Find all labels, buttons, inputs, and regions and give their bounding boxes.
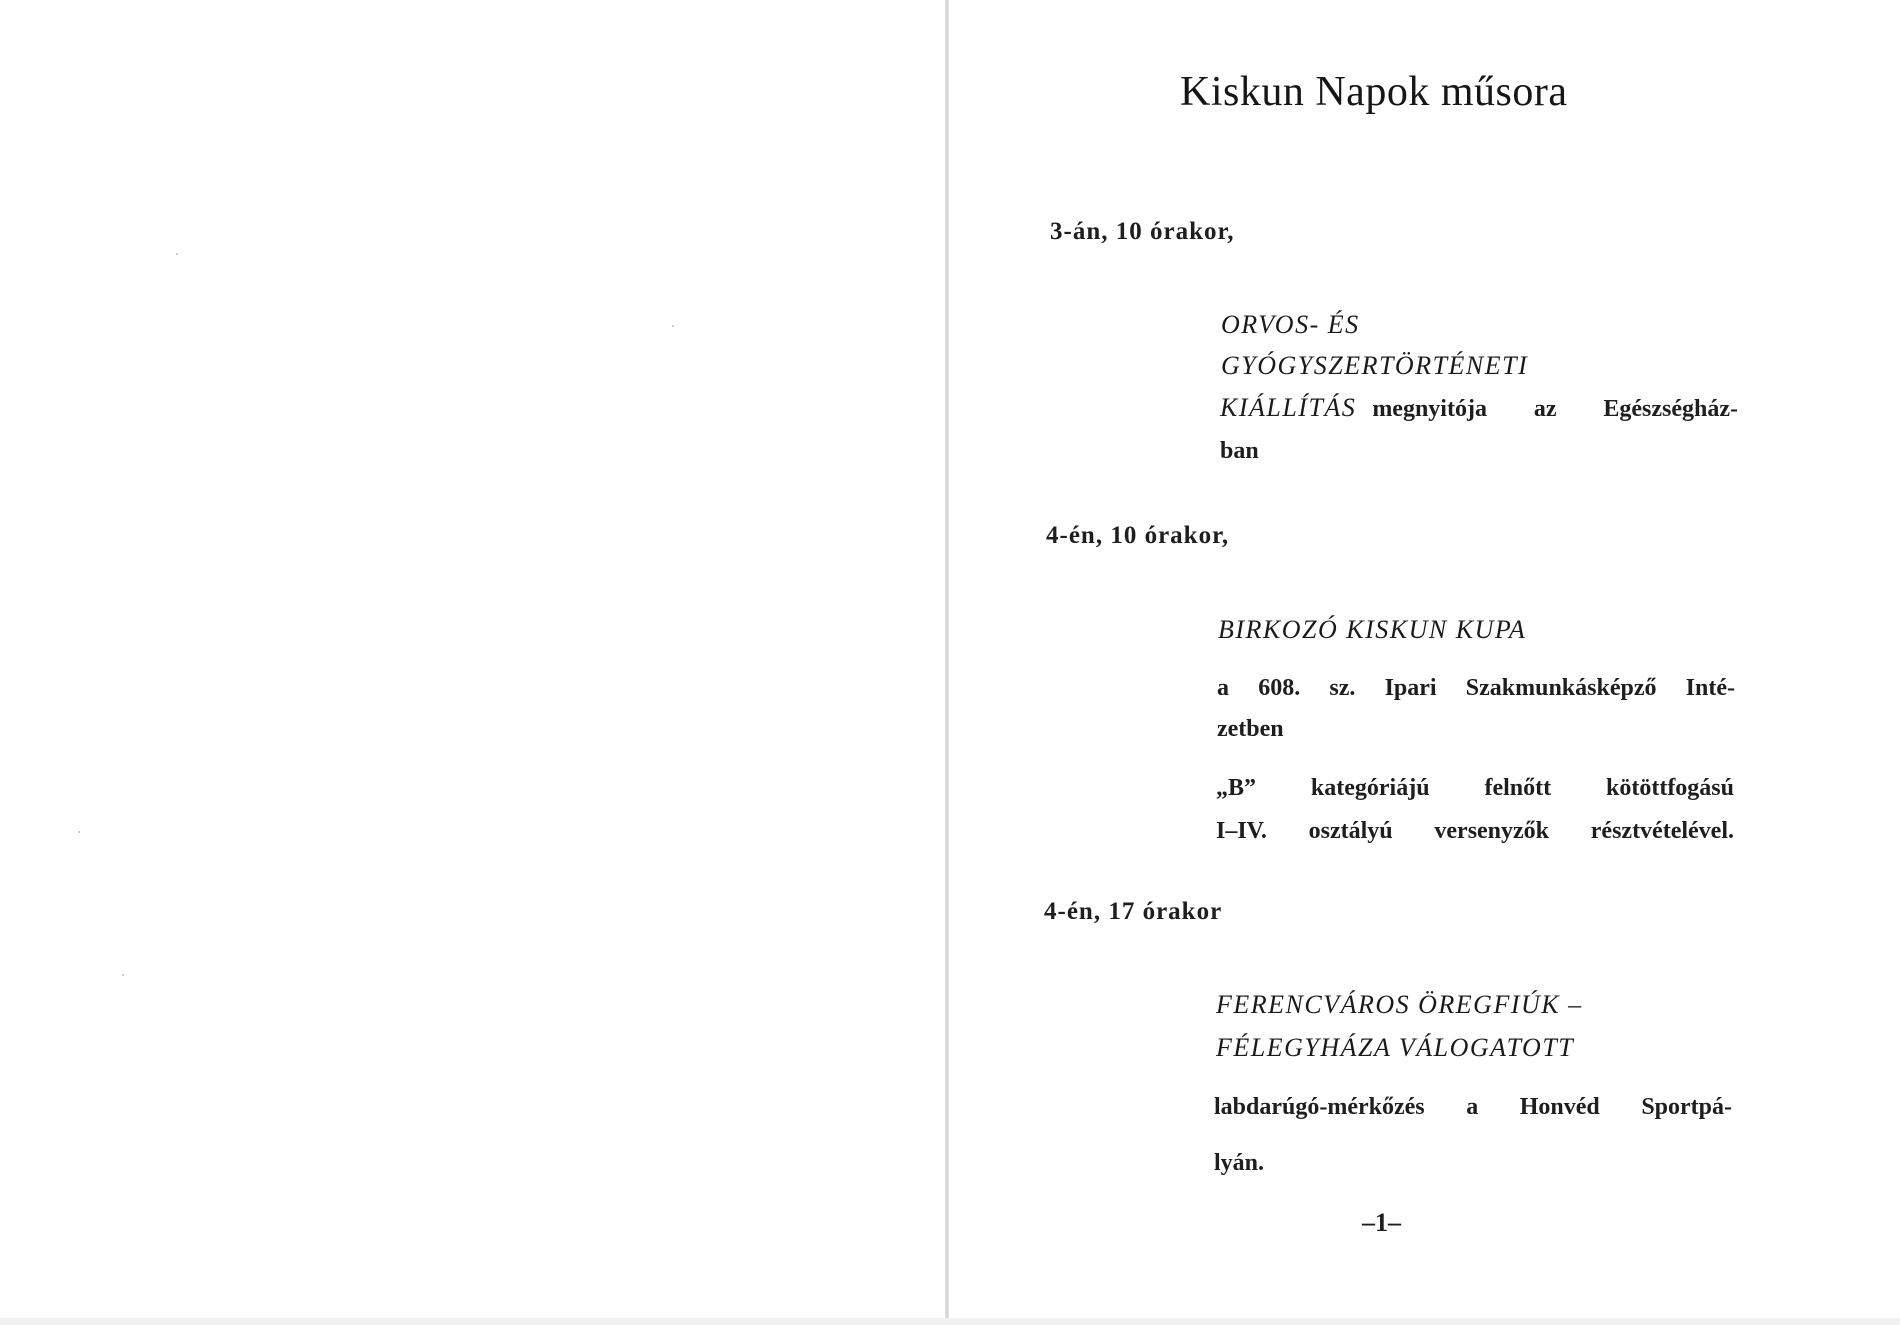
event-1-date: 3-án, 10 órakor, [1050, 218, 1235, 245]
event-3-title-line-1: FERENCVÁROS ÖREGFIÚK – [1216, 990, 1583, 1019]
paper-bottom-edge [0, 1318, 1900, 1325]
event-3-desc-line-2: lyán. [1214, 1150, 1265, 1176]
page-number: –1– [1362, 1208, 1401, 1237]
event-2-desc-line-4: I–IV. osztályú versenyzők résztvételével. [1216, 818, 1734, 844]
event-1-desc-line-1: megnyitója az Egészségház- [1372, 396, 1738, 422]
event-2-desc-line-2: zetben [1217, 716, 1284, 742]
event-1-title-line-1: ORVOS- ÉS [1221, 310, 1360, 339]
event-3-date: 4-én, 17 órakor [1044, 898, 1223, 925]
event-1-desc-line-2: ban [1220, 438, 1259, 464]
event-1-title-line-3: KIÁLLÍTÁS [1220, 393, 1357, 422]
event-1-title-line-2: GYÓGYSZERTÖRTÉNETI [1221, 351, 1529, 380]
event-3-desc-line-1: labdarúgó-mérkőzés a Honvéd Sportpá- [1214, 1094, 1732, 1120]
event-1-title-line-3-row [1220, 393, 1738, 423]
event-2-desc-line-1: a 608. sz. Ipari Szakmunkásképző Inté- [1217, 675, 1735, 701]
page-title: Kiskun Napok műsora [1180, 69, 1568, 115]
event-3-title-line-2: FÉLEGYHÁZA VÁLOGATOTT [1216, 1033, 1575, 1062]
right-page [949, 0, 1900, 1325]
left-blank-page [0, 0, 945, 1325]
event-2-desc-line-3: „B” kategóriájú felnőtt kötöttfogású [1216, 775, 1734, 801]
event-2-title: BIRKOZÓ KISKUN KUPA [1218, 615, 1527, 644]
event-2-date: 4-én, 10 órakor, [1046, 522, 1230, 549]
